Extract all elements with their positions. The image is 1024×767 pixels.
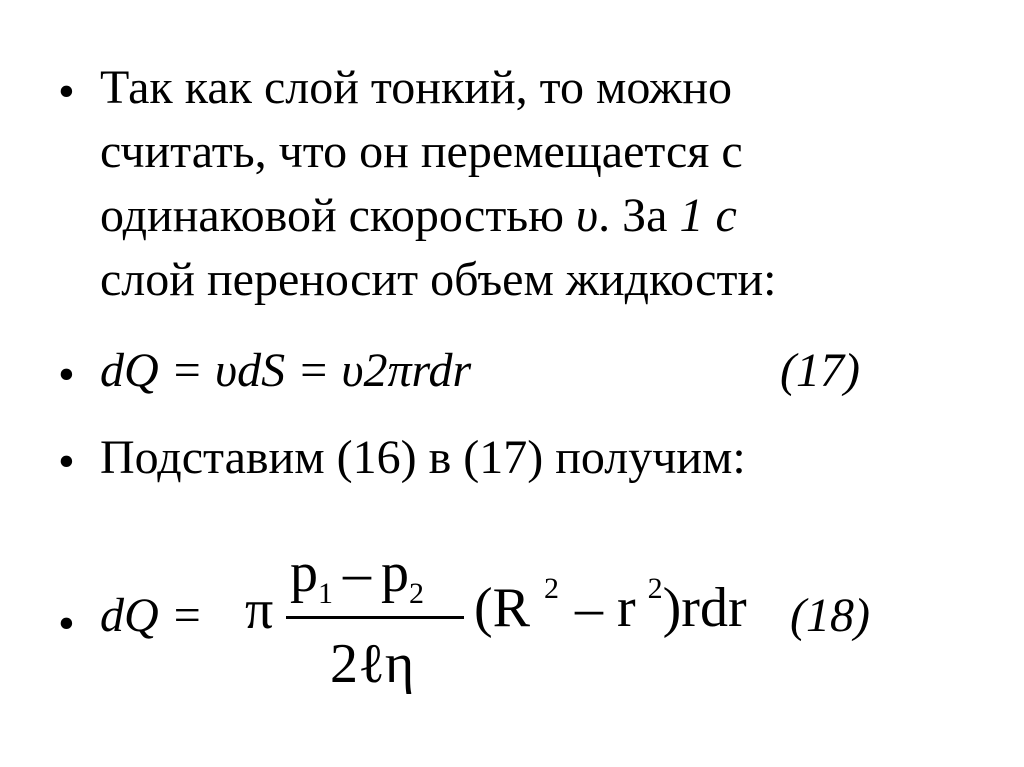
text-line: Подставим (16) в (17) получим:	[100, 431, 746, 484]
formula-17: dQ = υdS = υ2πrdr	[100, 344, 472, 397]
velocity-symbol: υ	[576, 189, 599, 242]
bullet-marker: •	[58, 348, 75, 401]
equation-number: (18)	[790, 589, 870, 642]
text-line: Так как слой тонкий, то можно	[100, 61, 733, 114]
paren-close: )rdr	[662, 577, 747, 639]
text-line: слой переносит объем жидкости:	[100, 253, 777, 306]
text-segment: одинаковой скоростью	[100, 189, 577, 242]
text-line: считать, что он перемещается с	[100, 125, 743, 178]
equation-number: (17)	[780, 344, 860, 397]
subscript: 1	[318, 577, 333, 611]
text-segment: . За	[598, 189, 680, 242]
minus-sign: –	[575, 577, 603, 639]
minus-sign: –	[343, 542, 371, 604]
superscript: 2	[544, 572, 559, 606]
subscript: 2	[409, 577, 424, 611]
bullet-marker: •	[58, 65, 75, 118]
formula-lhs: dQ =	[100, 589, 204, 642]
text-line	[100, 185, 737, 247]
fraction-numerator	[290, 542, 424, 611]
fraction-denominator: 2ℓη	[330, 633, 415, 695]
pressure-symbol: p	[381, 542, 409, 604]
radius-R: (R	[474, 577, 530, 639]
radius-r: r	[617, 577, 636, 639]
bullet-marker: •	[58, 597, 75, 650]
pressure-symbol: p	[290, 542, 318, 604]
fraction-bar	[286, 616, 464, 619]
bullet-marker: •	[58, 435, 75, 488]
paren-expression	[474, 572, 747, 639]
pi-symbol: π	[245, 579, 274, 641]
time-unit: 1 с	[679, 189, 737, 242]
superscript: 2	[647, 572, 663, 606]
